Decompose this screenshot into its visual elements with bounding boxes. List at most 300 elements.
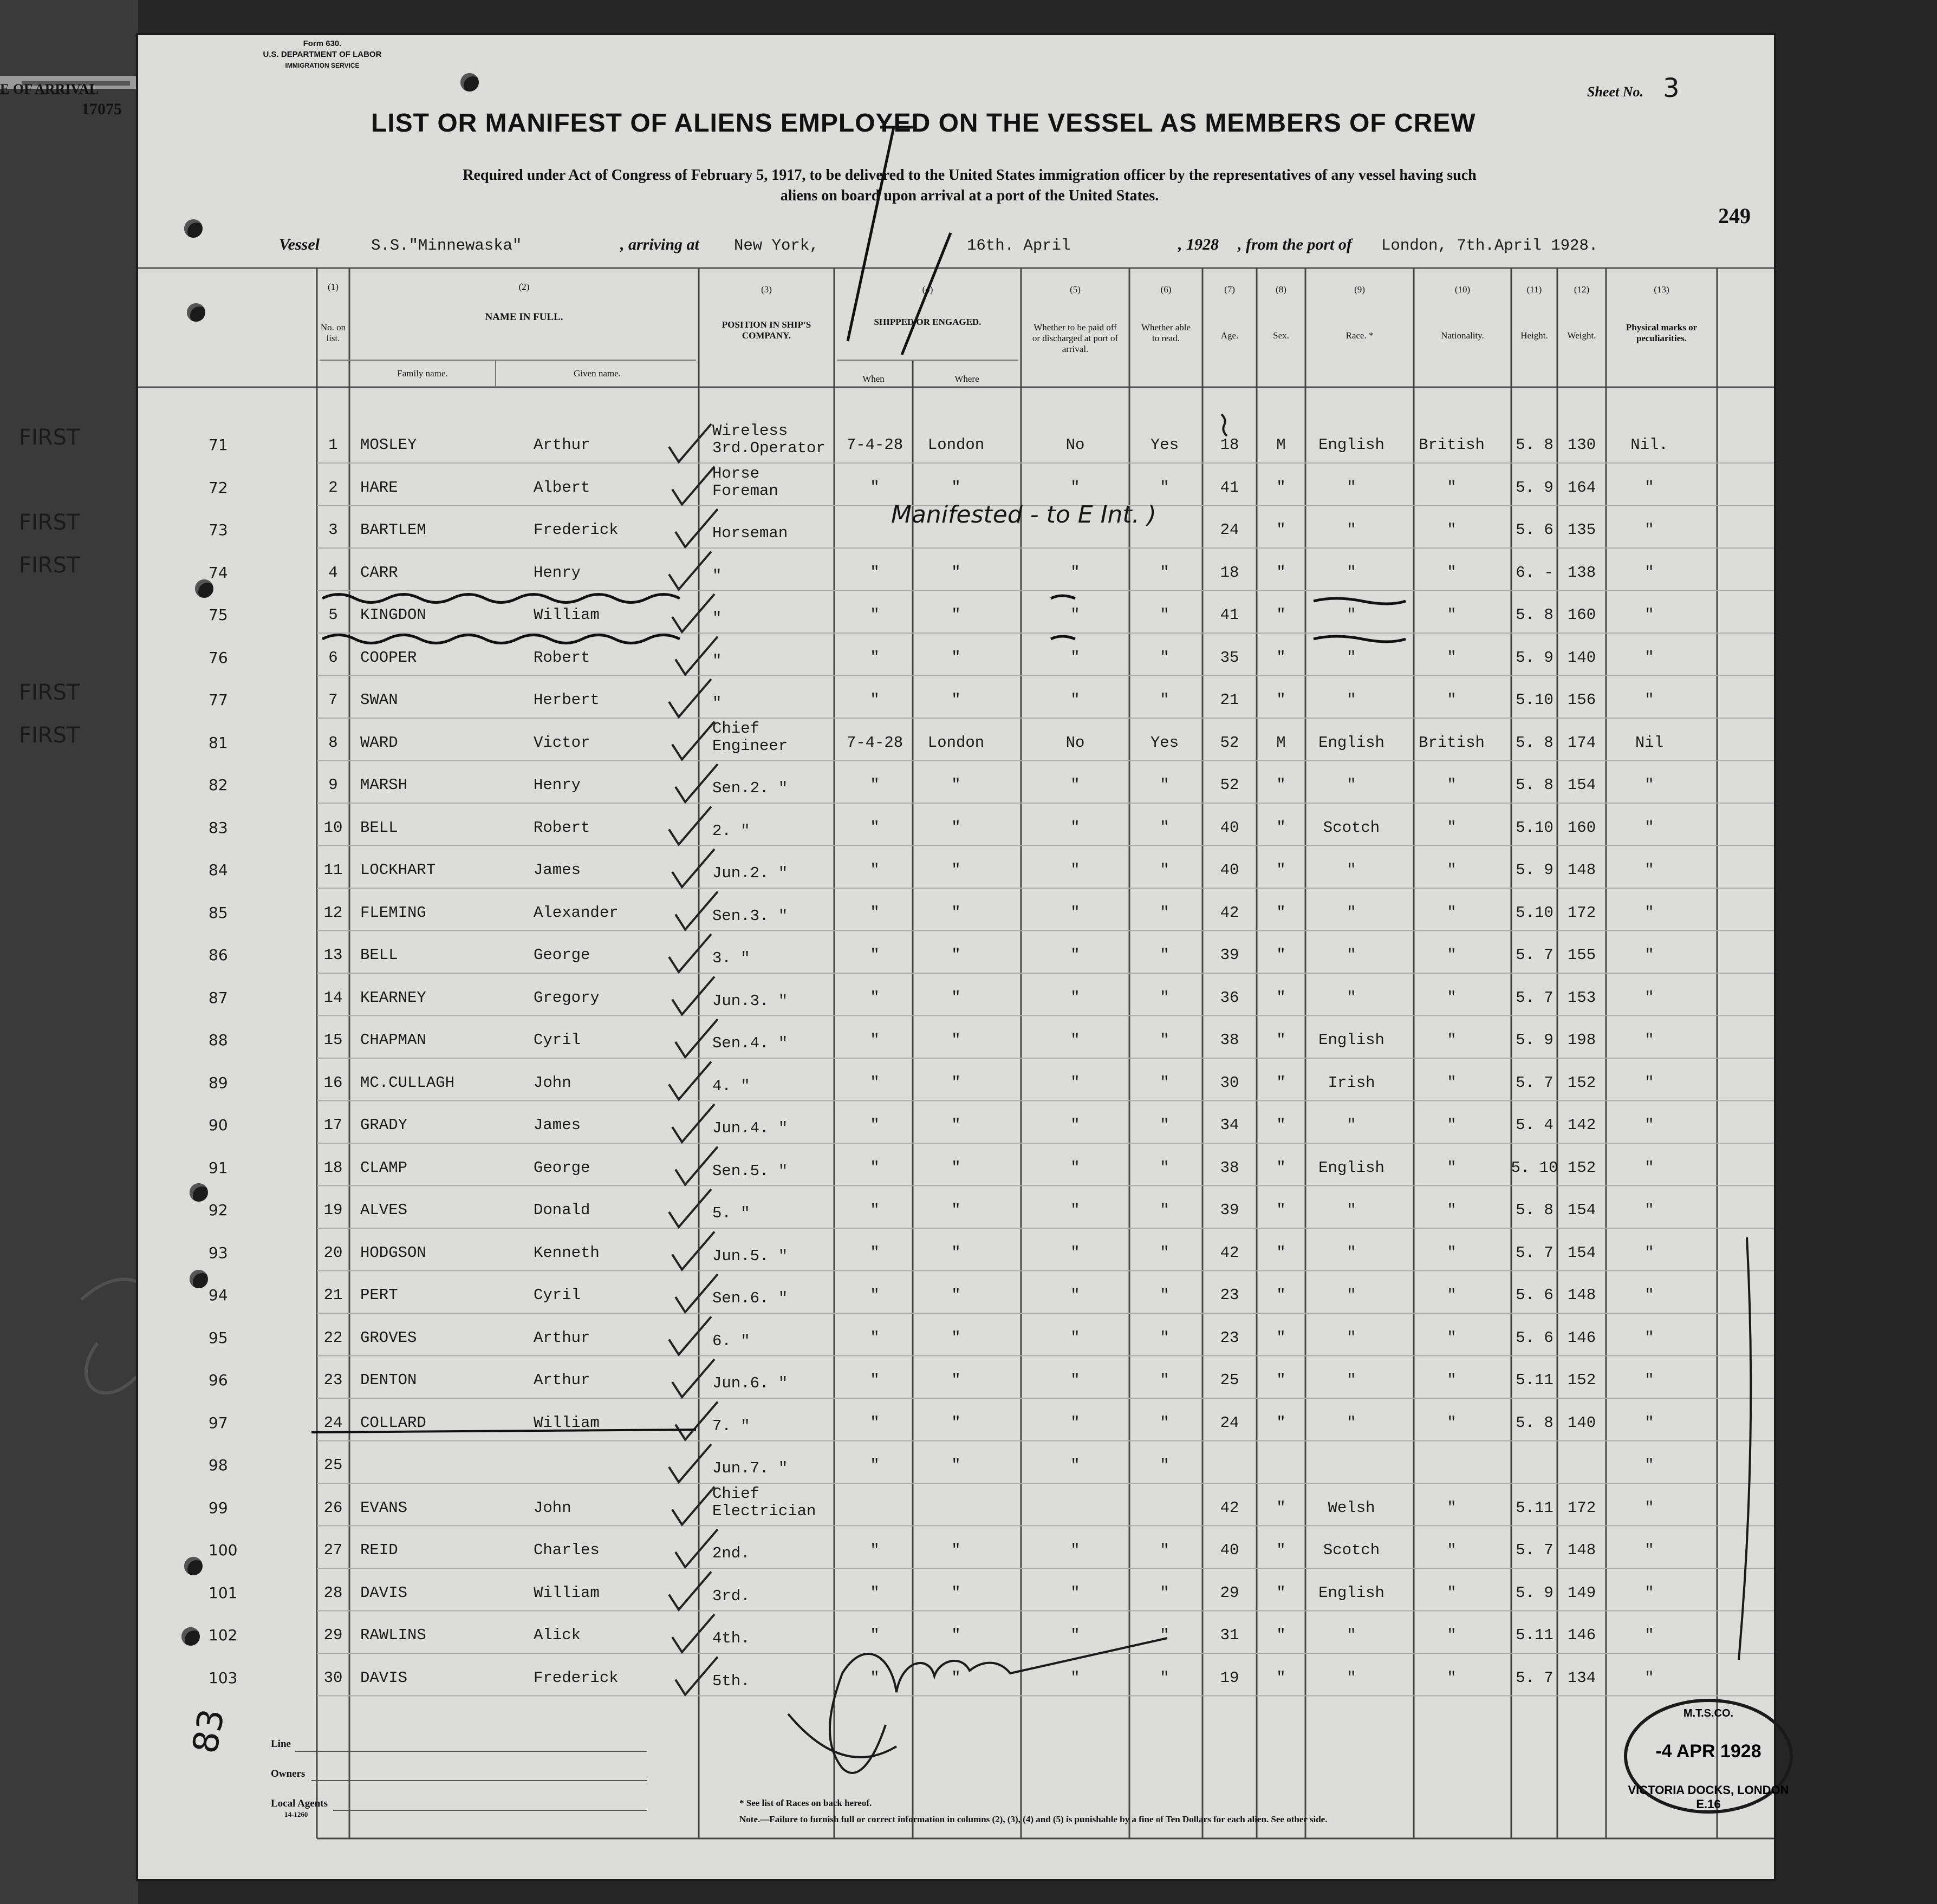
nationality: ": [1447, 478, 1457, 497]
given-name: James: [534, 861, 581, 879]
age: 36: [1220, 988, 1239, 1007]
shipped-when: ": [870, 1583, 880, 1602]
shipped-when: ": [870, 1626, 880, 1644]
able-to-read: ": [1160, 648, 1169, 667]
paid-off: No: [1065, 733, 1085, 752]
race: ": [1347, 946, 1356, 964]
age: 52: [1220, 733, 1239, 752]
table-row: [138, 1484, 1774, 1537]
row-reference: 94: [209, 1286, 228, 1304]
age: 41: [1220, 606, 1239, 624]
height: 5.10: [1516, 691, 1554, 709]
age: 38: [1220, 1158, 1239, 1177]
physical-marks: ": [1644, 903, 1654, 922]
family-name: REID: [360, 1541, 398, 1559]
nationality: ": [1447, 1371, 1457, 1389]
paid-off: ": [1070, 1456, 1080, 1474]
page-title: LIST OR MANIFEST OF ALIENS EMPLOYED ON THE VESSEL AS MEMBERS OF CREW: [371, 109, 1476, 138]
shipped-when: ": [870, 1541, 880, 1559]
sex: ": [1276, 1286, 1286, 1304]
table-row: [138, 1329, 1774, 1367]
family-name: PERT: [360, 1286, 398, 1304]
shipped-where: ": [951, 1413, 961, 1432]
able-to-read: ": [1160, 1328, 1169, 1347]
position-line-2: 2nd.: [712, 1544, 750, 1562]
family-name: GRADY: [360, 1116, 408, 1134]
shipped-when: ": [870, 691, 880, 709]
paid-off: ": [1070, 1243, 1080, 1262]
col-1-header: No. on list.: [320, 322, 346, 343]
nationality: ": [1447, 776, 1457, 794]
sex: M: [1276, 436, 1286, 454]
age: 18: [1220, 436, 1239, 454]
nationality: ": [1447, 1583, 1457, 1602]
nationality: British: [1419, 436, 1485, 454]
table-row: [138, 1074, 1774, 1112]
height: 5. 6: [1516, 521, 1554, 539]
height: 5. 9: [1516, 478, 1554, 497]
sex: ": [1276, 1498, 1286, 1517]
physical-marks: ": [1644, 988, 1654, 1007]
punch-hole: [184, 1557, 203, 1575]
physical-marks: ": [1644, 946, 1654, 964]
given-name: Kenneth: [534, 1243, 600, 1262]
nationality: ": [1447, 1243, 1457, 1262]
paid-off: ": [1070, 946, 1080, 964]
paid-off: No: [1065, 436, 1085, 454]
stamp-ring-bottom-text: VICTORIA DOCKS, LONDON E.16: [1628, 1783, 1789, 1811]
able-to-read: ": [1160, 1583, 1169, 1602]
given-name: John: [534, 1498, 571, 1517]
position-line-2: Jun.4. ": [712, 1119, 788, 1137]
race: ": [1347, 776, 1356, 794]
given-name: Frederick: [534, 1668, 619, 1687]
shipped-where: ": [951, 1116, 961, 1134]
row-reference: 73: [209, 521, 228, 539]
col-13-number: (13): [1654, 284, 1669, 295]
shipped-where: London: [927, 436, 985, 454]
sex: ": [1276, 988, 1286, 1007]
shipped-where: ": [951, 1201, 961, 1219]
row-reference: 72: [209, 478, 228, 497]
sex: M: [1276, 733, 1286, 752]
shipped-where: London: [927, 733, 985, 752]
subtitle-line-1: Required under Act of Congress of February 5, 1917, to be delivered to the United States immigration officer by the representatives of any vessel having such: [463, 167, 1477, 184]
row-number: 27: [323, 1541, 343, 1559]
able-to-read: ": [1160, 1286, 1169, 1304]
family-name: LOCKHART: [360, 861, 436, 879]
col-11-header: Height.: [1520, 330, 1548, 341]
row-reference: 97: [209, 1413, 228, 1432]
height: 5. 8: [1516, 776, 1554, 794]
row-reference: 77: [209, 691, 228, 709]
sheet-number-value: 3: [1663, 73, 1680, 103]
sex: ": [1276, 1541, 1286, 1559]
paid-off: ": [1070, 1201, 1080, 1219]
height: 5. 7: [1516, 946, 1554, 964]
race: English: [1318, 1158, 1384, 1177]
col-2-header: NAME IN FULL.: [485, 311, 563, 323]
row-number: 16: [323, 1073, 343, 1092]
col-11-number: (11): [1526, 284, 1542, 295]
position-line-2: Sen.4. ": [712, 1034, 788, 1052]
paid-off: ": [1070, 648, 1080, 667]
col-2-family-header: Family name.: [397, 368, 448, 379]
able-to-read: ": [1160, 776, 1169, 794]
shipped-when: ": [870, 1031, 880, 1049]
age: 18: [1220, 563, 1239, 582]
race: ": [1347, 1286, 1356, 1304]
shipped-where: ": [951, 861, 961, 879]
shipped-when: ": [870, 1116, 880, 1134]
given-name: Henry: [534, 563, 581, 582]
height: 5. 7: [1516, 1668, 1554, 1687]
weight: 154: [1567, 1201, 1596, 1219]
shipped-where: ": [951, 1668, 961, 1687]
table-row: [138, 1031, 1774, 1069]
given-name: Frederick: [534, 521, 619, 539]
row-number: 18: [323, 1158, 343, 1177]
family-name: BELL: [360, 818, 398, 837]
paid-off: ": [1070, 903, 1080, 922]
physical-marks: ": [1644, 606, 1654, 624]
family-name: HARE: [360, 478, 398, 497]
shipped-when: ": [870, 903, 880, 922]
shipped-when: 7-4-28: [846, 733, 903, 752]
shipped-where: ": [951, 1243, 961, 1262]
physical-marks: ": [1644, 1158, 1654, 1177]
shipped-when: ": [870, 1668, 880, 1687]
shipped-where: ": [951, 1073, 961, 1092]
height: 5. 4: [1516, 1116, 1554, 1134]
shipped-when: ": [870, 818, 880, 837]
tally-mark: 83: [185, 1706, 233, 1757]
able-to-read: ": [1160, 563, 1169, 582]
age: 25: [1220, 1371, 1239, 1389]
position-line-2: Sen.3. ": [712, 907, 788, 925]
able-to-read: ": [1160, 1371, 1169, 1389]
sex: ": [1276, 903, 1286, 922]
nationality: ": [1447, 691, 1457, 709]
shipped-when: ": [870, 776, 880, 794]
row-reference: 95: [209, 1328, 228, 1347]
height: 5. 9: [1516, 861, 1554, 879]
height: 5. 7: [1516, 1541, 1554, 1559]
paid-off: ": [1070, 1371, 1080, 1389]
physical-marks: ": [1644, 563, 1654, 582]
given-name: Victor: [534, 733, 590, 752]
shipped-when: ": [870, 988, 880, 1007]
able-to-read: ": [1160, 1541, 1169, 1559]
given-name: Cyril: [534, 1031, 581, 1049]
able-to-read: ": [1160, 1668, 1169, 1687]
nationality: ": [1447, 521, 1457, 539]
height: 5. 8: [1516, 436, 1554, 454]
immigration-date-stamp: [1624, 1699, 1793, 1814]
height: 5.11: [1516, 1626, 1554, 1644]
shipped-where: ": [951, 648, 961, 667]
row-reference: 85: [209, 903, 228, 922]
table-row: [138, 1669, 1774, 1707]
table-row: [138, 1116, 1774, 1154]
race: ": [1347, 478, 1356, 497]
sex: ": [1276, 1116, 1286, 1134]
family-name: GROVES: [360, 1328, 417, 1347]
row-reference: 96: [209, 1371, 228, 1389]
nationality: ": [1447, 903, 1457, 922]
position-line-2: 7. ": [712, 1417, 750, 1435]
shipped-where: ": [951, 1031, 961, 1049]
family-name: COOPER: [360, 648, 417, 667]
col-5-number: (5): [1070, 284, 1081, 295]
shipped-where: ": [951, 1541, 961, 1559]
race: Irish: [1328, 1073, 1375, 1092]
given-name: Arthur: [534, 1328, 590, 1347]
given-name: Arthur: [534, 1371, 590, 1389]
shipped-where: ": [951, 1371, 961, 1389]
weight: 152: [1567, 1073, 1596, 1092]
age: 21: [1220, 691, 1239, 709]
race: English: [1318, 1583, 1384, 1602]
position-line-1: Wireless: [712, 422, 788, 440]
shipped-when: ": [870, 1201, 880, 1219]
row-number: 12: [323, 903, 343, 922]
table-row: [138, 904, 1774, 942]
position-line-2: Electrician: [712, 1502, 816, 1520]
weight: 148: [1567, 1286, 1596, 1304]
able-to-read: ": [1160, 1158, 1169, 1177]
position-line-2: 4th.: [712, 1629, 750, 1647]
physical-marks: Nil.: [1630, 436, 1668, 454]
row-reference: 100: [209, 1541, 238, 1559]
punch-hole: [190, 1183, 208, 1202]
table-row: [19, 680, 1774, 729]
race: ": [1347, 521, 1356, 539]
weight: 155: [1567, 946, 1596, 964]
height: 5. 6: [1516, 1328, 1554, 1347]
col-12-number: (12): [1574, 284, 1590, 295]
position-line-2: ": [712, 694, 722, 712]
paid-off: ": [1070, 1668, 1080, 1687]
family-name: MC.CULLAGH: [360, 1073, 455, 1092]
shipped-when: ": [870, 1456, 880, 1474]
shipped-when: ": [870, 1073, 880, 1092]
sex: ": [1276, 563, 1286, 582]
height: 5. 7: [1516, 1243, 1554, 1262]
nationality: ": [1447, 563, 1457, 582]
position-line-2: 3rd.: [712, 1587, 750, 1605]
col-2-number: (2): [518, 282, 530, 292]
given-name: Henry: [534, 776, 581, 794]
race: Scotch: [1323, 1541, 1380, 1559]
nationality: ": [1447, 1116, 1457, 1134]
physical-marks: ": [1644, 1456, 1654, 1474]
col-10-number: (10): [1454, 284, 1471, 295]
age: 34: [1220, 1116, 1239, 1134]
height: 5. 7: [1516, 988, 1554, 1007]
paid-off: ": [1070, 1541, 1080, 1559]
table-row: [138, 1371, 1774, 1409]
col-1-number: (1): [328, 282, 339, 292]
race: ": [1347, 1371, 1356, 1389]
given-name: Cyril: [534, 1286, 581, 1304]
age: 24: [1220, 521, 1239, 539]
height: 5. 6: [1516, 1286, 1554, 1304]
sex: ": [1276, 861, 1286, 879]
stamp-date: -4 APR 1928: [1655, 1741, 1761, 1762]
position-line-2: Jun.2. ": [712, 864, 788, 882]
height: 5.10: [1516, 903, 1554, 922]
row-reference: 74: [209, 563, 228, 582]
table-row: [138, 1626, 1774, 1664]
able-to-read: ": [1160, 1626, 1169, 1644]
races-note: * See list of Races on back hereof.: [739, 1798, 872, 1808]
shipped-where: ": [951, 1626, 961, 1644]
first-class-tag: FIRST: [19, 425, 80, 450]
weight: 140: [1567, 1413, 1596, 1432]
height: 5. 9: [1516, 1583, 1554, 1602]
able-to-read: ": [1160, 861, 1169, 879]
table-row: [138, 946, 1774, 984]
given-name: Robert: [534, 818, 590, 837]
family-name: EVANS: [360, 1498, 408, 1517]
given-name: William: [534, 606, 600, 624]
race: English: [1318, 733, 1384, 752]
family-name: DAVIS: [360, 1668, 408, 1687]
col-3-number: (3): [761, 284, 772, 295]
age: 41: [1220, 478, 1239, 497]
line-underline: [295, 1751, 647, 1752]
nationality: ": [1447, 946, 1457, 964]
family-name: CHAPMAN: [360, 1031, 426, 1049]
position-line-2: ": [712, 566, 722, 585]
punch-hole: [195, 579, 213, 598]
shipped-when: ": [870, 606, 880, 624]
shipped-when: ": [870, 1158, 880, 1177]
height: 5. 8: [1516, 733, 1554, 752]
able-to-read: Yes: [1150, 733, 1179, 752]
race: ": [1347, 1116, 1356, 1134]
age: 42: [1220, 903, 1239, 922]
paid-off: ": [1070, 1158, 1080, 1177]
position-line-2: ": [712, 651, 722, 670]
vessel-label: Vessel: [279, 236, 320, 253]
shipped-where: ": [951, 478, 961, 497]
age: 24: [1220, 1413, 1239, 1432]
row-reference: 83: [209, 818, 228, 837]
given-name: William: [534, 1413, 600, 1432]
row-reference: 90: [209, 1116, 228, 1134]
col-9-number: (9): [1354, 284, 1365, 295]
weight: 140: [1567, 648, 1596, 667]
position-line-2: Jun.5. ": [712, 1247, 788, 1265]
row-reference: 99: [209, 1498, 228, 1517]
weight: 142: [1567, 1116, 1596, 1134]
race: ": [1347, 903, 1356, 922]
race: ": [1347, 1413, 1356, 1432]
col-7-number: (7): [1224, 284, 1235, 295]
departure-port: London, 7th.April 1928.: [1381, 237, 1598, 255]
given-name: William: [534, 1583, 600, 1602]
position-line-2: Horseman: [712, 524, 788, 542]
paid-off: ": [1070, 776, 1080, 794]
col-12-header: Weight.: [1567, 330, 1596, 341]
row-number: 4: [328, 563, 338, 582]
physical-marks: ": [1644, 1286, 1654, 1304]
table-row: [138, 1584, 1774, 1622]
paid-off: ": [1070, 606, 1080, 624]
nationality: ": [1447, 606, 1457, 624]
able-to-read: ": [1160, 946, 1169, 964]
race: English: [1318, 1031, 1384, 1049]
physical-marks: ": [1644, 1371, 1654, 1389]
row-number: 28: [323, 1583, 343, 1602]
row-number: 26: [323, 1498, 343, 1517]
arrival-port: New York,: [734, 237, 819, 255]
row-reference: 93: [209, 1243, 228, 1262]
form-number: Form 630.: [303, 39, 342, 48]
shipped-where: ": [951, 691, 961, 709]
position-line-2: 3. ": [712, 949, 750, 967]
row-number: 23: [323, 1371, 343, 1389]
col-4-header: SHIPPED OR ENGAGED.: [874, 317, 981, 327]
paid-off: ": [1070, 988, 1080, 1007]
weight: 149: [1567, 1583, 1596, 1602]
nationality: British: [1419, 733, 1485, 752]
given-name: James: [534, 1116, 581, 1134]
position-line-2: Engineer: [712, 736, 788, 755]
row-reference: 102: [209, 1626, 238, 1644]
position-line-2: Jun.6. ": [712, 1374, 788, 1392]
table-row: [138, 819, 1774, 857]
given-name: Alick: [534, 1626, 581, 1644]
weight: 152: [1567, 1371, 1596, 1389]
row-number: 17: [323, 1116, 343, 1134]
row-number: 20: [323, 1243, 343, 1262]
race: ": [1347, 1243, 1356, 1262]
physical-marks: ": [1644, 478, 1654, 497]
given-name: George: [534, 946, 590, 964]
shipped-where: ": [951, 1456, 961, 1474]
form-identifier: [246, 38, 398, 71]
paid-off: ": [1070, 691, 1080, 709]
height: 5. 9: [1516, 1031, 1554, 1049]
table-row: [19, 552, 1774, 602]
shipped-when: 7-4-28: [846, 436, 903, 454]
paid-off: ": [1070, 478, 1080, 497]
side-number: 17075: [81, 100, 122, 118]
weight: 174: [1567, 733, 1596, 752]
position-line-2: 4. ": [712, 1077, 750, 1095]
race: Welsh: [1328, 1498, 1375, 1517]
row-number: 6: [328, 648, 338, 667]
row-number: 1: [328, 436, 338, 454]
race: ": [1347, 1668, 1356, 1687]
physical-marks: ": [1644, 776, 1654, 794]
physical-marks: ": [1644, 1243, 1654, 1262]
race: ": [1347, 1201, 1356, 1219]
family-name: ALVES: [360, 1201, 408, 1219]
weight: 135: [1567, 521, 1596, 539]
sex: ": [1276, 606, 1286, 624]
row-number: 9: [328, 776, 338, 794]
sex: ": [1276, 1073, 1286, 1092]
row-number: 19: [323, 1201, 343, 1219]
able-to-read: ": [1160, 606, 1169, 624]
age: 29: [1220, 1583, 1239, 1602]
sex: ": [1276, 1243, 1286, 1262]
height: 5.10: [1516, 818, 1554, 837]
